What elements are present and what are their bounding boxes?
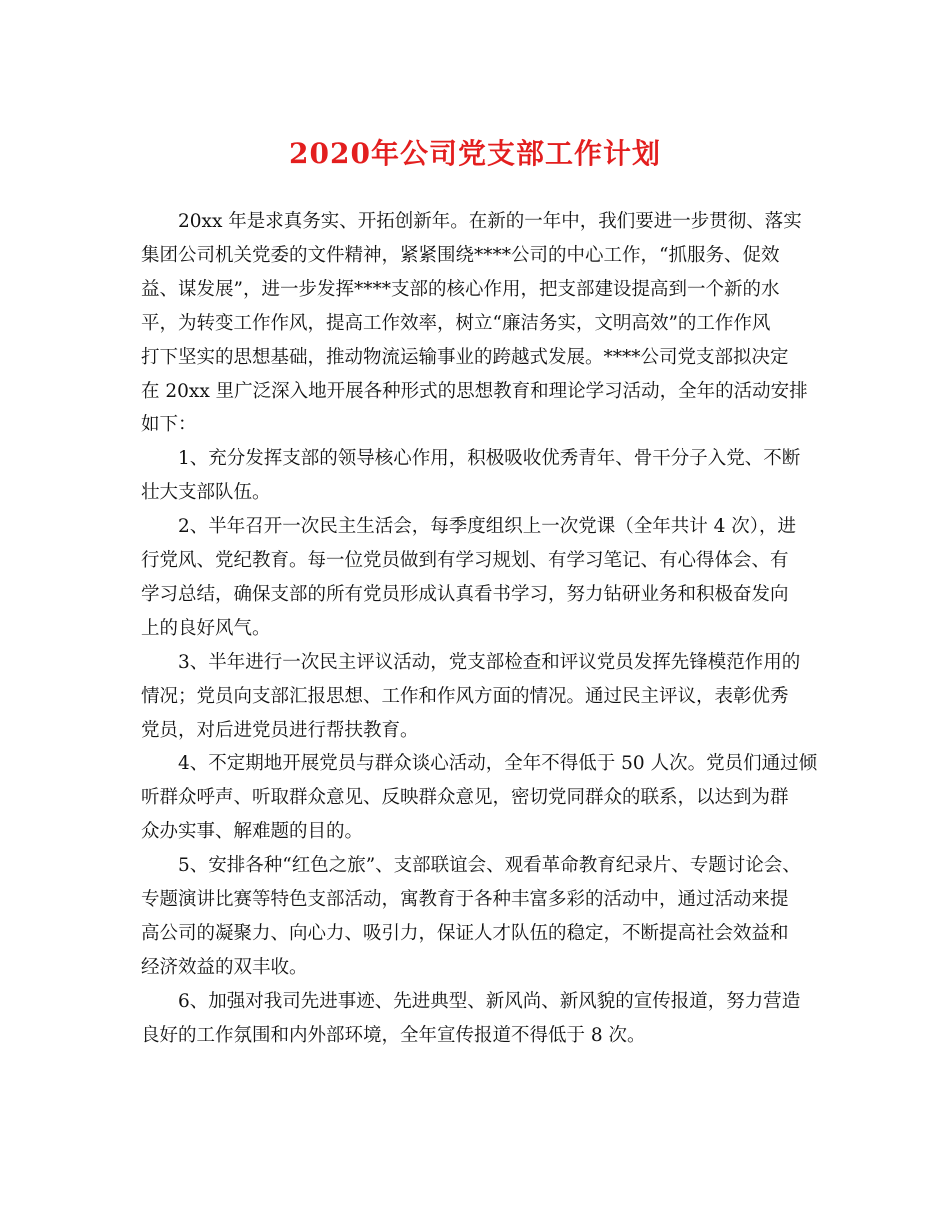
document-title: 2020年公司党支部工作计划 xyxy=(289,137,661,170)
paragraph-line: 高公司的凝聚力、向心力、吸引力，保证人才队伍的稳定，不断提高社会效益和 xyxy=(141,923,789,944)
paragraph-line: 打下坚实的思想基础，推动物流运输事业的跨越式发展。****公司党支部拟决定 xyxy=(141,347,789,368)
paragraph-line: 集团公司机关党委的文件精神，紧紧围绕****公司的中心工作，“抓服务、促效 xyxy=(141,245,780,266)
paragraph-line: 20xx 年是求真务实、开拓创新年。在新的一年中，我们要进一步贯彻、落实 xyxy=(178,211,802,232)
paragraph-line: 学习总结，确保支部的所有党员形成认真看书学习，努力钻研业务和积极奋发向 xyxy=(141,584,789,605)
paragraph-line: 3、半年进行一次民主评议活动，党支部检查和评议党员发挥先锋模范作用的 xyxy=(178,652,801,673)
paragraph-line: 2、半年召开一次民主生活会，每季度组织上一次党课（全年共计 4 次），进 xyxy=(178,516,797,537)
paragraph-line: 壮大支部队伍。 xyxy=(141,482,271,503)
paragraph-line: 4、不定期地开展党员与群众谈心活动，全年不得低于 50 人次。党员们通过倾 xyxy=(178,753,818,774)
paragraph-line: 专题演讲比赛等特色支部活动，寓教育于各种丰富多彩的活动中，通过活动来提 xyxy=(141,889,789,910)
paragraph-line: 平，为转变工作作风，提高工作效率，树立“廉洁务实，文明高效”的工作作风 xyxy=(141,313,771,334)
paragraph-line: 在 20xx 里广泛深入地开展各种形式的思想教育和理论学习活动，全年的活动安排 xyxy=(141,381,808,402)
paragraph-line: 党员，对后进党员进行帮扶教育。 xyxy=(141,720,419,741)
paragraph-line: 5、安排各种“红色之旅”、支部联谊会、观看革命教育纪录片、专题讨论会、 xyxy=(178,855,801,876)
paragraph-line: 1、充分发挥支部的领导核心作用，积极吸收优秀青年、骨干分子入党、不断 xyxy=(178,448,801,469)
paragraph-line: 上的良好风气。 xyxy=(141,618,271,639)
paragraph-line: 良好的工作氛围和内外部环境，全年宣传报道不得低于 8 次。 xyxy=(141,1025,646,1046)
paragraph-line: 6、加强对我司先进事迹、先进典型、新风尚、新风貌的宣传报道，努力营造 xyxy=(178,991,801,1012)
paragraph-line: 情况；党员向支部汇报思想、工作和作风方面的情况。通过民主评议，表彰优秀 xyxy=(141,686,789,707)
paragraph-line: 听群众呼声、听取群众意见、反映群众意见，密切党同群众的联系，以达到为群 xyxy=(141,787,789,808)
paragraph-line: 如下： xyxy=(141,414,197,435)
paragraph-line: 行党风、党纪教育。每一位党员做到有学习规划、有学习笔记、有心得体会、有 xyxy=(141,550,789,571)
paragraph-line: 经济效益的双丰收。 xyxy=(141,957,308,978)
paragraph-line: 众办实事、解难题的目的。 xyxy=(141,821,364,842)
paragraph-line: 益、谋发展”，进一步发挥****支部的核心作用，把支部建设提高到一个新的水 xyxy=(141,279,780,300)
